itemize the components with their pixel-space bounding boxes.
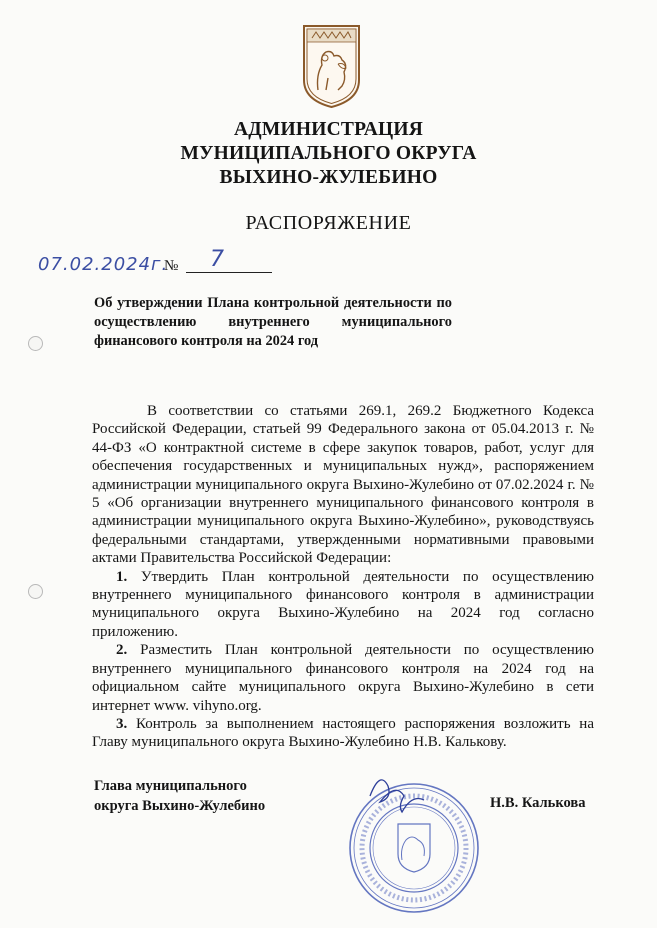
position-line: Глава муниципального (94, 778, 247, 794)
official-stamp (340, 768, 485, 918)
document-title: Об утверждении Плана контрольной деятельности по осуществлению внутреннего муниципального финансового контроля на 2024 год (94, 295, 452, 349)
document-body (92, 402, 594, 752)
number-sign: № (164, 258, 179, 274)
punch-hole (28, 584, 43, 599)
punch-hole (28, 336, 43, 351)
document-type: РАСПОРЯЖЕНИЕ (245, 212, 412, 234)
list-item (92, 568, 594, 642)
handwritten-number: 7 (210, 247, 224, 272)
organization-name-line2: МУНИЦИПАЛЬНОГО ОКРУГА (180, 143, 477, 164)
item-text: Утвердить План контрольной деятельности по осуществлению внутреннего муниципального финансового контроля в администрации муниципального округа Выхино-Жулебино на 2024 год согласно приложению. (92, 568, 595, 640)
item-text: Разместить План контрольной деятельности по осуществлению внутреннего муниципального финансового контроля на 2024 год на официальном сайте муниципального округа Выхино-Жулебино в сети интернет www. vihyno.org. (92, 642, 595, 714)
organization-name-line3: ВЫХИНО-ЖУЛЕБИНО (219, 167, 438, 188)
list-item (92, 641, 594, 715)
signatory-name: Н.В. Калькова (490, 795, 586, 811)
organization-name-line1: АДМИНИСТРАЦИЯ (233, 119, 423, 140)
handwritten-date: 07.02.2024г. (38, 254, 169, 275)
item-number: 1. (116, 568, 128, 585)
number-underline (186, 272, 272, 273)
position-line: округа Выхино-Жулебино (94, 798, 266, 814)
signatory-position (94, 776, 265, 816)
item-number: 2. (116, 642, 128, 659)
list-item (92, 715, 594, 752)
coat-of-arms-emblem (298, 20, 365, 110)
item-text: Контроль за выполнением настоящего распоряжения возложить на Главу муниципального округа Выхино-Жулебино Н.В. Калькову. (92, 715, 594, 751)
preamble-paragraph: В соответствии со статьями 269.1, 269.2 Бюджетного Кодекса Российской Федерации, статьей 99 Федерального закона от 05.04.2013 г. № 44-ФЗ «О контрактной системе в сфере закупок товаров, работ, услуг для обеспечения государственных и муниципальных нужд», распоряжением администрации муниципального округа Выхино-Жулебино от 07.02.2024 г. № 5 «Об организации внутреннего муниципального финансового контроля в администрации муниципального округа Выхино-Жулебино», руководствуясь федеральными стандартами, утвержденными нормативными правовыми актами Правительства Российской Федерации: (92, 403, 594, 567)
item-number: 3. (116, 715, 128, 732)
